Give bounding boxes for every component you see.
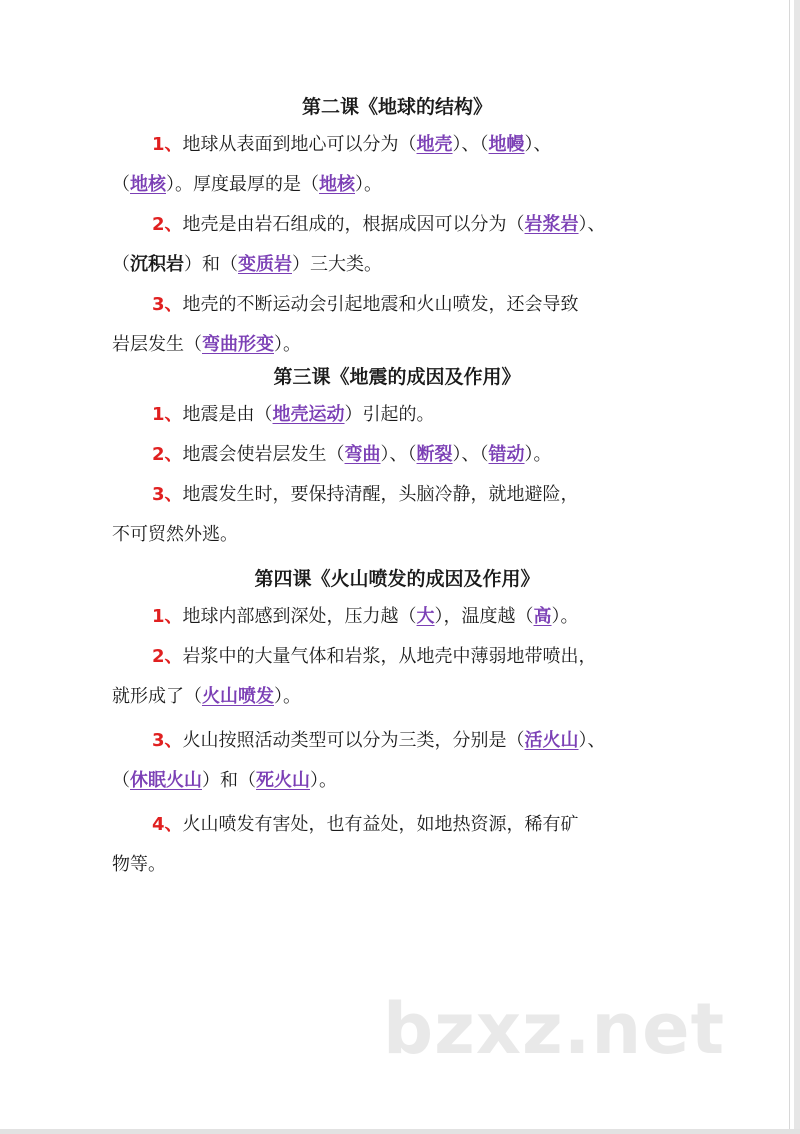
lesson3-item-3 (112, 480, 682, 564)
answer: 休眠火山 (130, 770, 202, 791)
item-number: 2、 (152, 214, 183, 235)
question-text: ）、 (578, 214, 606, 235)
question-text: 地震是由（ (182, 404, 273, 425)
answer: 地壳 (416, 134, 453, 155)
item-number: 1、 (152, 134, 183, 155)
question-text: ）。 (551, 606, 579, 627)
page-bottom-border (0, 1129, 800, 1134)
question-text: 地壳的不断运动会引起地震和火山喷发，还会导致 (182, 294, 579, 315)
item-number: 3、 (152, 730, 183, 751)
answer: 弯曲 (344, 444, 381, 465)
item-number: 1、 (152, 404, 183, 425)
answer: 错动 (488, 444, 525, 465)
answer: 火山喷发 (202, 686, 274, 707)
question-text: 岩浆中的大量气体和岩浆，从地壳中薄弱地带喷出， (182, 646, 597, 667)
lesson2-item-1 (112, 130, 682, 210)
answer: 地核 (319, 174, 355, 195)
answer: 变质岩 (238, 254, 292, 275)
question-text: 火山按照活动类型可以分为三类，分别是（ (182, 730, 525, 751)
lesson4-item-1 (112, 602, 682, 642)
item-number: 4、 (152, 814, 183, 835)
answer: 地核 (130, 174, 166, 195)
question-text: 物等。 (112, 854, 166, 875)
item-number: 3、 (152, 294, 183, 315)
question-text: （ (112, 254, 130, 275)
question-text: ）、 (524, 134, 552, 155)
lesson4-item-3 (112, 726, 682, 810)
question-text: ）、（ (452, 444, 489, 465)
question-text: ）、 (578, 730, 606, 751)
question-text: ）和（ (184, 254, 238, 275)
lesson2-item-2 (112, 210, 682, 290)
lesson4-item-4 (112, 810, 682, 890)
page-edge-line (789, 0, 790, 1134)
question-text: ）、（ (380, 444, 417, 465)
question-text: ）三大类。 (292, 254, 382, 275)
lesson3-item-2 (112, 440, 682, 480)
question-text: 地球从表面到地心可以分为（ (182, 134, 417, 155)
question-text: （ (112, 174, 130, 195)
question-text: ）。厚度最厚的是（ (166, 174, 319, 195)
question-text: 地壳是由岩石组成的，根据成因可以分为（ (182, 214, 525, 235)
item-number: 2、 (152, 444, 183, 465)
lesson2-title: 第二课《地球的结构》 (301, 96, 492, 118)
question-text: 岩层发生（ (112, 334, 202, 355)
lesson3-item-1 (112, 400, 682, 440)
question-text: ）、（ (452, 134, 489, 155)
lesson2-item-3 (112, 290, 682, 362)
question-text: 地球内部感到深处，压力越（ (182, 606, 417, 627)
page-right-border (794, 0, 800, 1134)
item-number: 2、 (152, 646, 183, 667)
question-text: ）。 (274, 686, 301, 707)
lesson4-title: 第四课《火山喷发的成因及作用》 (254, 568, 540, 590)
question-text: ）。 (274, 334, 301, 355)
document-body (112, 92, 682, 890)
question-text: 就形成了（ (112, 686, 202, 707)
question-text: 不可贸然外逃。 (112, 524, 238, 545)
answer: 地幔 (488, 134, 525, 155)
bold-answer: 沉积岩 (130, 254, 184, 275)
question-text: （ (112, 770, 130, 791)
question-text: ）引起的。 (344, 404, 435, 425)
answer: 断裂 (416, 444, 453, 465)
answer: 死火山 (256, 770, 310, 791)
question-text: 地震发生时，要保持清醒，头脑冷静，就地避险， (182, 484, 579, 505)
lesson4-item-2 (112, 642, 682, 726)
item-number: 1、 (152, 606, 183, 627)
question-text: ）。 (310, 770, 337, 791)
answer: 大 (416, 606, 435, 627)
item-number: 3、 (152, 484, 183, 505)
site-watermark: bzxz.net (383, 988, 726, 1070)
answer: 岩浆岩 (524, 214, 579, 235)
answer: 高 (533, 606, 552, 627)
question-text: ），温度越（ (434, 606, 534, 627)
question-text: ）。 (524, 444, 552, 465)
lesson3-title: 第三课《地震的成因及作用》 (273, 366, 521, 388)
question-text: 火山喷发有害处，也有益处，如地热资源，稀有矿 (182, 814, 579, 835)
question-text: ）和（ (202, 770, 256, 791)
answer: 地壳运动 (272, 404, 345, 425)
question-text: ）。 (355, 174, 382, 195)
answer: 活火山 (524, 730, 579, 751)
answer: 弯曲形变 (202, 334, 274, 355)
question-text: 地震会使岩层发生（ (182, 444, 345, 465)
